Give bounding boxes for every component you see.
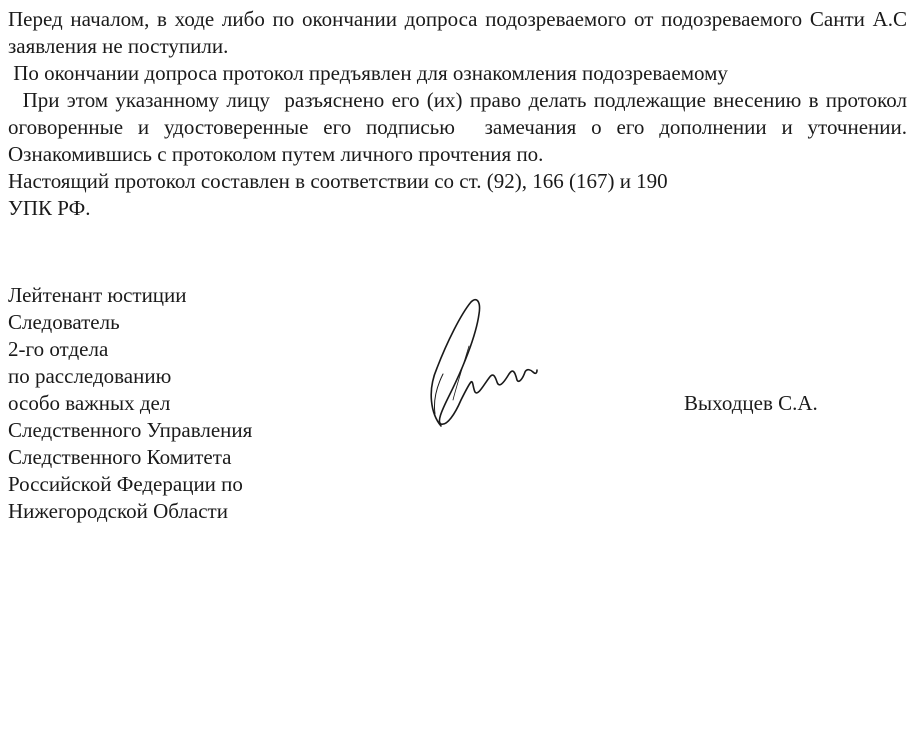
handwritten-signature-icon — [413, 296, 543, 430]
officer-department-line-2: по расследованию — [8, 364, 172, 388]
paragraph-presented: По окончании допроса протокол предъявлен для ознакомления подозреваемому — [8, 61, 728, 85]
paragraph-legal-basis: Настоящий протокол составлен в соответствии со ст. (92), 166 (167) и 190 — [8, 169, 668, 193]
officer-rank: Лейтенант юстиции — [8, 283, 187, 307]
paragraph-statements: Перед началом, в ходе либо по окончании допроса подозреваемого от подозреваемого Санти А.С заявления не поступили. — [8, 7, 913, 58]
officer-organization-line-2: Следственного Комитета — [8, 445, 232, 469]
officer-title — [8, 282, 252, 525]
officer-position: Следователь — [8, 310, 120, 334]
officer-organization-line-3: Российской Федерации по — [8, 472, 243, 496]
paragraph-legal-code: УПК РФ. — [8, 196, 91, 220]
officer-department-line-3: особо важных дел — [8, 391, 171, 415]
signature-block — [8, 282, 907, 532]
officer-department: 2-го отдела — [8, 337, 109, 361]
officer-organization-line-1: Следственного Управления — [8, 418, 253, 442]
signer-name: Выходцев С.А. — [684, 391, 818, 415]
paragraph-rights-explained: При этом указанному лицу разъяснено его (их) право делать подлежащие внесению в протокол оговоренные и удостоверенные его подписью замечания о его дополнении и уточнении. Ознакомившись с протоколом путем личного прочтения по. — [8, 88, 913, 166]
document-page — [8, 6, 913, 222]
officer-organization-line-4: Нижегородской Области — [8, 499, 228, 523]
